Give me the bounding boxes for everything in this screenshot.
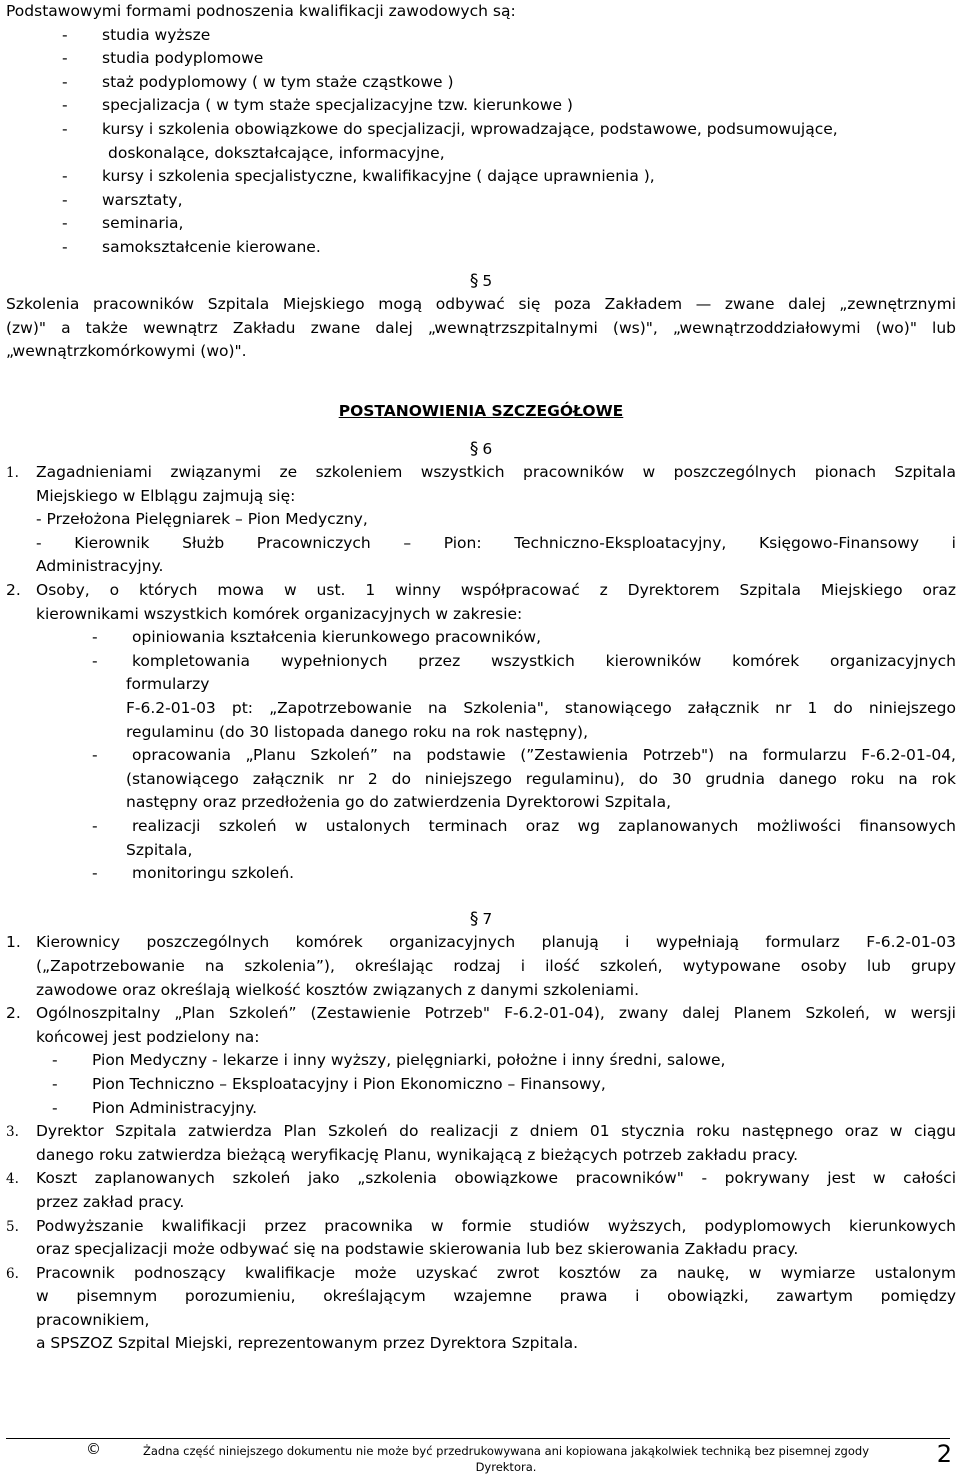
numbered-item: 1. Kierownicy poszczególnych komórek organizacyjnych planują i wypełniają formularz F-6.2-01-03 bbox=[6, 933, 956, 952]
paragraph-line: Administracyjny. bbox=[36, 557, 164, 576]
footer-line: Dyrektora. bbox=[475, 1460, 537, 1474]
list-item: - kursy i szkolenia obowiązkowe do specjalizacji, wprowadzające, podstawowe, podsumowujące, bbox=[62, 119, 838, 138]
paragraph-line: a SPSZOZ Szpital Miejski, reprezentowanym przez Dyrektora Szpitala. bbox=[36, 1334, 579, 1353]
numbered-item: 5. Podwyższanie kwalifikacji przez pracownika w formie studiów wyższych, podyplomowych kierunkowych bbox=[6, 1216, 956, 1235]
page-number: 2 bbox=[936, 1440, 952, 1468]
list-item: - kompletowania wypełnionych przez wszystkich kierowników komórek organizacyjnych bbox=[92, 651, 956, 670]
paragraph-line: końcowej jest podzielony na: bbox=[36, 1027, 260, 1046]
list-item: - studia podyplomowe bbox=[62, 49, 264, 68]
paragraph-line: przez zakład pracy. bbox=[36, 1192, 185, 1211]
paragraph-line: Miejskiego w Elblągu zajmują się: bbox=[36, 486, 296, 505]
list-item: - realizacji szkoleń w ustalonych terminach oraz wg zaplanowanych możliwości finansowych bbox=[92, 817, 956, 835]
document-page bbox=[6, 0, 956, 1356]
list-item: - Pion Medyczny - lekarze i inny wyższy, pielęgniarki, położne i inny średni, salowe, bbox=[52, 1051, 726, 1070]
list-item: - Pion Administracyjny. bbox=[52, 1098, 257, 1117]
list-item-continuation: Szpitala, bbox=[126, 840, 193, 859]
paragraph-line: danego roku zatwierdza bieżącą weryfikację Planu, wynikającą z bieżących potrzeb zakładu pracy. bbox=[36, 1145, 799, 1164]
numbered-item: 2. Ogólnoszpitalny „Plan Szkoleń” (Zestawienie Potrzeb" F-6.2-01-04), zwany dalej Planem Szkoleń, w wersji bbox=[6, 1004, 956, 1023]
paragraph-line: („Zapotrzebowanie na szkolenia”), określając rodzaj i ilość szkoleń, wytypowane osoby lub grupy bbox=[36, 956, 956, 975]
list-item-continuation: doskonalące, dokształcające, informacyjne, bbox=[108, 143, 445, 162]
list-item-continuation: regulaminu (do 30 listopada danego roku na rok następny), bbox=[126, 722, 589, 741]
numbered-item: 6. Pracownik podnoszący kwalifikacje może uzyskać zwrot kosztów za naukę, w wymiarze ustalonym bbox=[6, 1263, 956, 1282]
numbered-item: 3. Dyrektor Szpitala zatwierdza Plan Szkoleń do realizacji z dniem 01 stycznia roku następnego oraz w ciągu bbox=[6, 1122, 956, 1141]
numbered-item: 2. Osoby, o których mowa w ust. 1 winny współpracować z Dyrektorem Szpitala Miejskiego oraz bbox=[6, 581, 956, 600]
section-title: POSTANOWIENIA SZCZEGÓŁOWE bbox=[338, 401, 624, 420]
footer-notice bbox=[106, 1443, 906, 1475]
section-symbol: § bbox=[469, 270, 479, 291]
list-item: - staż podyplomowy ( w tym staże cząstkowe ) bbox=[62, 72, 454, 91]
list-item: - opiniowania kształcenia kierunkowego pracowników, bbox=[92, 628, 541, 647]
paragraph-line: (zw)" a także wewnątrz Zakładu zwane dalej „wewnątrzszpitalnymi (ws)", „wewnątrzoddziałowymi (wo)" lub bbox=[6, 318, 956, 337]
list-item-continuation: (stanowiącego załącznik nr 2 do niniejszego regulaminu), do 30 grudnia danego roku na rok bbox=[126, 769, 956, 788]
paragraph-line: kierownikami wszystkich komórek organizacyjnych w zakresie: bbox=[36, 604, 523, 623]
list-item: - specjalizacja ( w tym staże specjalizacyjne tzw. kierunkowe ) bbox=[62, 96, 573, 115]
paragraph-line: w pisemnym porozumieniu, określającym wzajemne prawa i obowiązki, zawartym pomiędzy bbox=[36, 1287, 956, 1306]
section-symbol: § bbox=[469, 438, 479, 459]
list-item: - warsztaty, bbox=[62, 190, 183, 209]
list-item: - opracowania „Planu Szkoleń” na podstawie (”Zestawienia Potrzeb") na formularzu F-6.2-01-04, bbox=[92, 746, 956, 765]
paragraph-line: pracownikiem, bbox=[36, 1310, 150, 1329]
section-heading-6: § 6 bbox=[6, 438, 956, 462]
paragraph-line: Szkolenia pracowników Szpitala Miejskiego mogą odbywać się poza Zakładem — zwane dalej „zewnętrznymi bbox=[6, 295, 956, 314]
numbered-item: 4. Koszt zaplanowanych szkoleń jako „szkolenia obowiązkowe pracowników" - pokrywany jest w całości bbox=[6, 1169, 956, 1188]
paragraph-line: zawodowe oraz określają wielkość kosztów związanych z danymi szkoleniami. bbox=[36, 980, 640, 999]
list-item-continuation: formularzy bbox=[126, 675, 210, 694]
intro-text: Podstawowymi formami podnoszenia kwalifikacji zawodowych są: bbox=[6, 2, 516, 20]
section-heading-7: § 7 bbox=[6, 908, 956, 932]
paragraph-line: „wewnątrzkomórkowymi (wo)". bbox=[6, 342, 247, 361]
paragraph-line: - Przełożona Pielęgniarek – Pion Medyczny, bbox=[36, 510, 368, 529]
numbered-item: 1. Zagadnieniami związanymi ze szkoleniem wszystkich pracowników w poszczególnych pionach Szpitala bbox=[6, 463, 956, 482]
copyright-icon: © bbox=[86, 1440, 101, 1458]
paragraph-line: oraz specjalizacji może odbywać się na podstawie skierowania lub bez skierowania Zakładu pracy. bbox=[36, 1240, 799, 1259]
list-item: - Pion Techniczno – Eksploatacyjny i Pion Ekonomiczno – Finansowy, bbox=[52, 1074, 606, 1093]
list-item-continuation: F-6.2-01-03 pt: „Zapotrzebowanie na Szkolenia", stanowiącego załącznik nr 1 do niniejszego bbox=[126, 699, 956, 718]
list-item-continuation: następny oraz przedłożenia go do zatwierdzenia Dyrektorowi Szpitala, bbox=[126, 793, 671, 812]
section-symbol: § bbox=[469, 908, 479, 929]
footer-line: Żadna część niniejszego dokumentu nie może być przedrukowywana ani kopiowana jakąkolwiek techniką bez pisemnej zgody bbox=[142, 1444, 870, 1458]
list-item: - monitoringu szkoleń. bbox=[92, 864, 295, 883]
list-item: - samokształcenie kierowane. bbox=[62, 237, 321, 256]
list-item: - seminaria, bbox=[62, 214, 184, 233]
list-item: - studia wyższe bbox=[62, 25, 211, 44]
page-footer bbox=[6, 1438, 950, 1479]
list-item: - kursy i szkolenia specjalistyczne, kwalifikacyjne ( dające uprawnienia ), bbox=[62, 167, 655, 186]
section-heading-5: § 5 bbox=[6, 270, 956, 294]
paragraph-line: - Kierownik Służb Pracowniczych – Pion: Techniczno-Eksploatacyjny, Księgowo-Finansowy i bbox=[36, 533, 956, 552]
